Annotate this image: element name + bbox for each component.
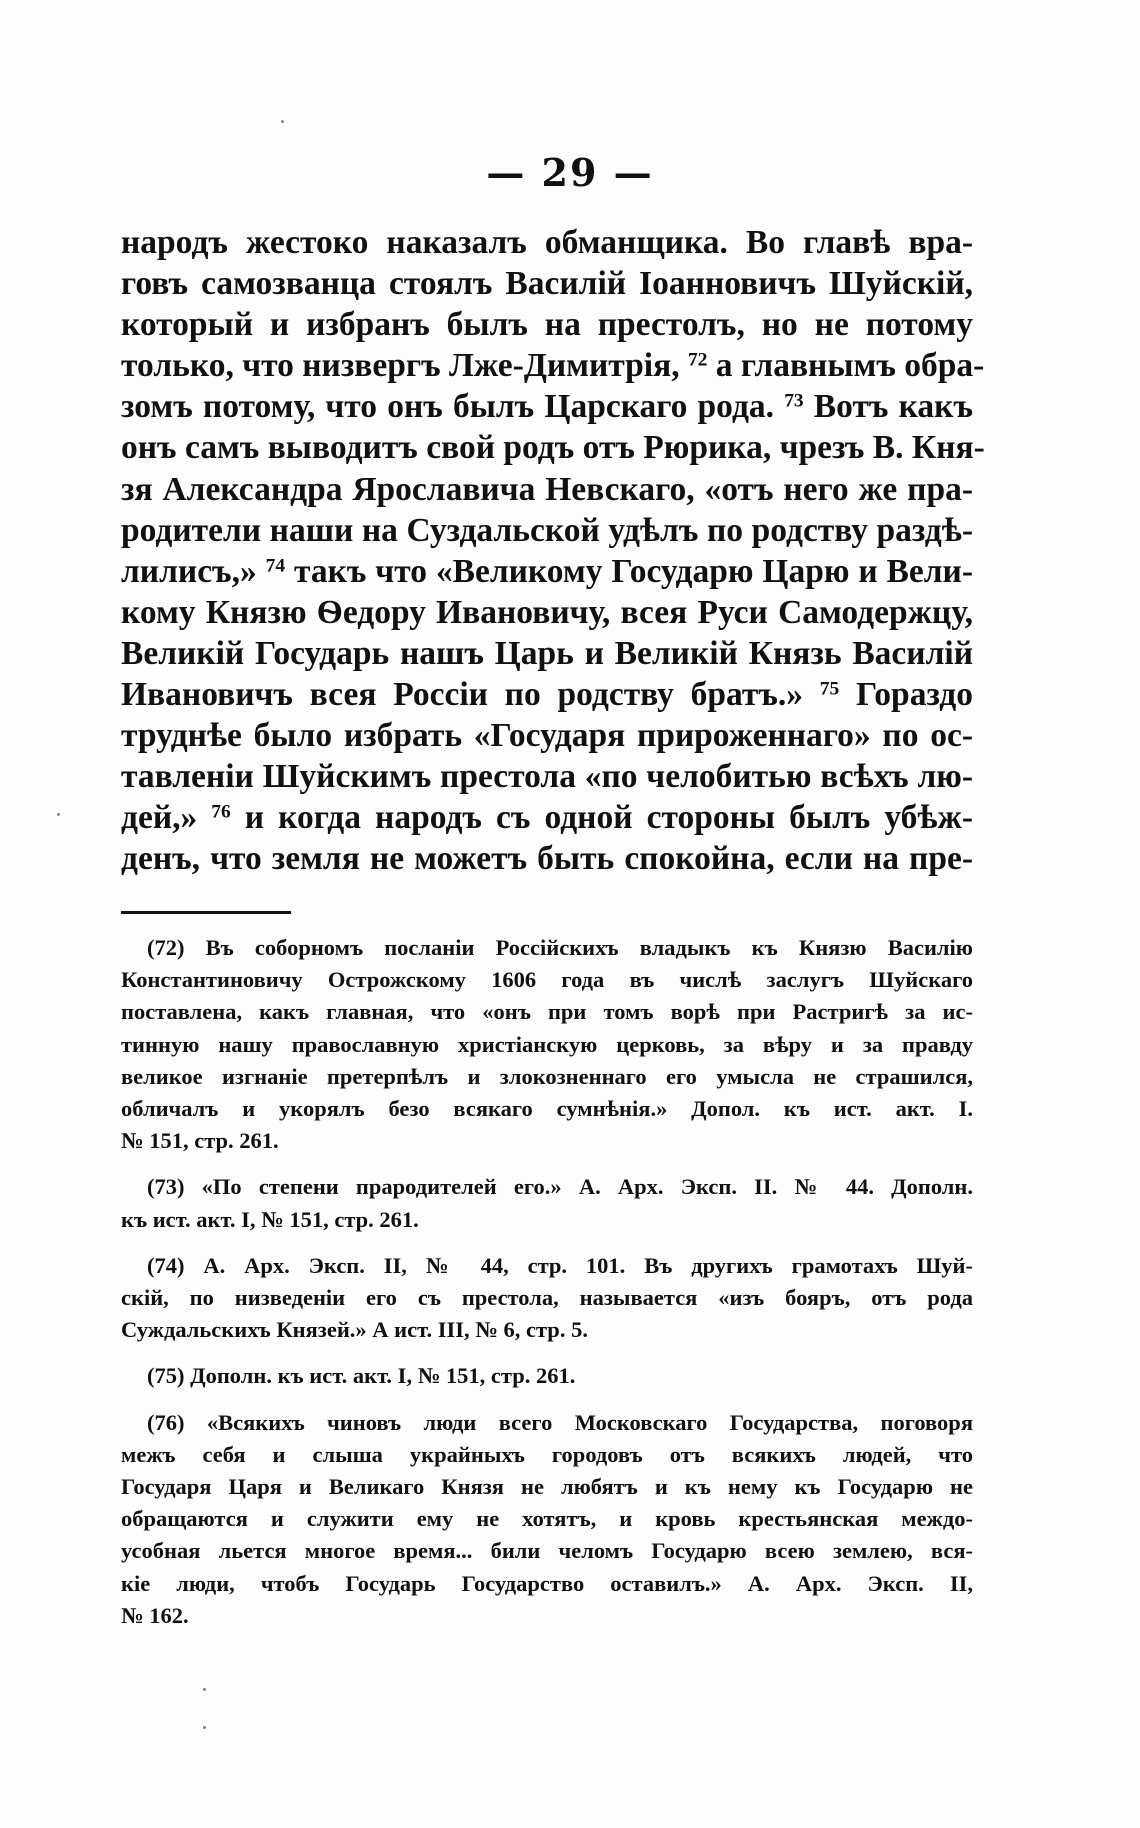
footnote-ref: 74 bbox=[265, 555, 286, 577]
footnote-line: межъ себя и слыша украйныхъ городовъ отъ всякихъ людей, что bbox=[121, 1441, 973, 1467]
footnote-line: усобная льется многое время... били челомъ Государю всею землею, вся- bbox=[121, 1538, 973, 1564]
text-line: тавленіи Шуйскимъ престола «по челобитью всѣхъ лю- bbox=[121, 758, 973, 796]
text-line: Великій Государь нашъ Царь и Великій Князь Василій bbox=[121, 634, 973, 672]
page-number: — 29 — bbox=[486, 150, 654, 195]
footnote-line: Константиновичу Острожскому 1606 года въ числѣ заслугъ Шуйскаго bbox=[121, 967, 973, 993]
footnote-line: обращаются и служити ему не хотятъ, и кровь крестьянская междо- bbox=[121, 1506, 973, 1532]
footnote-line: великое изгнаніе претерпѣлъ и злокозненнаго его умысла не страшился, bbox=[121, 1063, 973, 1089]
footnote-ref: 73 bbox=[784, 390, 804, 412]
footnote-line: № 162. bbox=[121, 1602, 189, 1628]
text-line: онъ самъ выводитъ свой родъ отъ Рюрика, чрезъ В. Кня- bbox=[121, 429, 985, 467]
footnote-74 bbox=[121, 1250, 973, 1347]
footnotes bbox=[121, 932, 973, 1646]
paper-speck bbox=[203, 1688, 206, 1691]
main-text bbox=[121, 222, 985, 880]
footnote-75 bbox=[121, 1360, 973, 1392]
footnote-line: Суждальскихъ Князей.» А ист. III, № 6, стр. 5. bbox=[121, 1317, 588, 1343]
paper-speck bbox=[57, 813, 60, 816]
text-line: родители наши на Суздальской удѣлъ по родству раздѣ- bbox=[121, 511, 973, 549]
footnote-73 bbox=[121, 1171, 973, 1235]
footnote-line: къ ист. акт. I, № 151, стр. 261. bbox=[121, 1206, 419, 1232]
footnote-ref: 75 bbox=[819, 678, 840, 700]
footnote-ref: 76 bbox=[211, 801, 231, 823]
footnote-72 bbox=[121, 932, 973, 1157]
paper-speck bbox=[281, 120, 284, 123]
text-line: который и избранъ былъ на престолъ, но не потому bbox=[121, 306, 973, 344]
text-line: говъ самозванца стоялъ Василій Іоанновичъ Шуйскій, bbox=[121, 265, 973, 303]
text-line: труднѣе было избрать «Государя прироженнаго» по ос- bbox=[121, 717, 973, 755]
text-line: дей,» $^{76}$ и когда народъ съ одной стороны былъ убѣж- bbox=[121, 799, 973, 837]
footnote-line: (76) «Всякихъ чиновъ люди всего Московскаго Государства, поговоря bbox=[147, 1409, 973, 1435]
footnote-separator bbox=[121, 911, 291, 914]
footnote-line: (74) А. Арх. Эксп. II, № 44, стр. 101. Въ другихъ грамотахъ Шуй- bbox=[147, 1252, 973, 1278]
footnote-line: поставлена, какъ главная, что «онъ при томъ ворѣ при Растригѣ за ис- bbox=[121, 999, 973, 1025]
footnote-line: кіе люди, чтобъ Государь Государство оставилъ.» А. Арх. Эксп. II, bbox=[121, 1570, 973, 1596]
footnote-line: обличалъ и укорялъ безо всякаго сумнѣнія.» Допол. къ ист. акт. I. bbox=[121, 1096, 973, 1122]
footnote-line: (75) Дополн. къ ист. акт. I, № 151, стр. 261. bbox=[147, 1363, 576, 1389]
footnote-line: № 151, стр. 261. bbox=[121, 1128, 279, 1154]
paper-speck bbox=[203, 1726, 206, 1729]
text-line: лилисъ,» $^{74}$ такъ что «Великому Государю Царю и Вели- bbox=[121, 552, 973, 590]
text-line: только, что низвергъ Лже-Димитрія, $^{72}$ а главнымъ обра- bbox=[121, 347, 985, 385]
footnote-76 bbox=[121, 1407, 973, 1632]
footnote-line: Государя Царя и Великаго Князя не любятъ и къ нему къ Государю не bbox=[121, 1474, 973, 1500]
footnote-line: (73) «По степени прародителей его.» А. Арх. Эксп. II. № 44. Дополн. bbox=[147, 1174, 973, 1200]
text-line: кому Князю Ѳедору Ивановичу, всея Руси Самодержцу, bbox=[121, 593, 973, 631]
footnote-line: тинную нашу православную христіанскую церковь, за вѣру и за правду bbox=[121, 1031, 973, 1057]
footnote-line: (72) Въ соборномъ посланіи Россійскихъ владыкъ къ Князю Василію bbox=[147, 935, 973, 960]
text-line: народъ жестоко наказалъ обманщика. Во главѣ вра- bbox=[121, 224, 973, 261]
text-line: Ивановичъ всея Россіи по родству братъ.» $^{75}$ Гораздо bbox=[121, 676, 973, 714]
text-line: зя Александра Ярославича Невскаго, «отъ него же пра- bbox=[121, 470, 973, 508]
text-line: зомъ потому, что онъ былъ Царскаго рода. $^{73}$ Вотъ какъ bbox=[121, 388, 973, 426]
footnote-line: скій, по низведеніи его съ престола, называется «изъ бояръ, отъ рода bbox=[121, 1285, 973, 1311]
footnote-ref: 72 bbox=[687, 349, 708, 371]
text-line: денъ, что земля не можетъ быть спокойна, если на пре- bbox=[121, 840, 973, 878]
